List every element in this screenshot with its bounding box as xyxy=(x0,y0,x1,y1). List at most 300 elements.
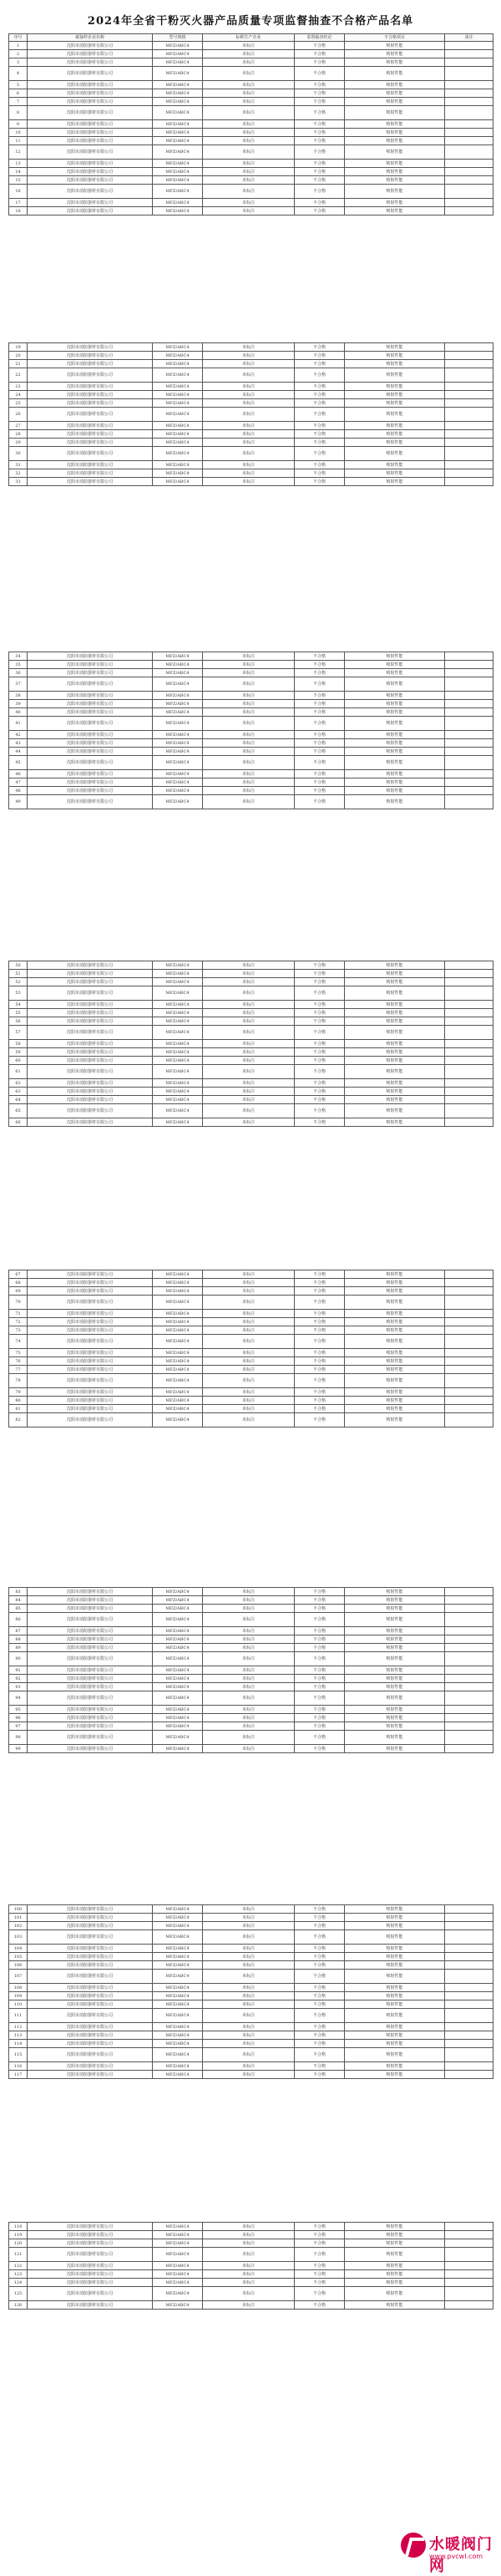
table-cell xyxy=(445,1627,493,1635)
table-cell: 喷射性能 xyxy=(345,1706,445,1714)
table-cell: MFZ/ABC4 xyxy=(153,970,203,978)
table-row xyxy=(9,2031,493,2040)
table-cell: 不合格 xyxy=(295,700,345,708)
table-cell: 未标注 xyxy=(203,408,295,422)
table-cell: 未标注 xyxy=(203,120,295,129)
table-row xyxy=(9,1691,493,1706)
table-cell: 喷射性能 xyxy=(345,1279,445,1287)
table-cell: 未标注 xyxy=(203,368,295,383)
table-cell: 喷射性能 xyxy=(345,1048,445,1057)
table-cell xyxy=(445,1905,493,1914)
table-cell xyxy=(445,478,493,486)
table-cell: 喷射性能 xyxy=(345,1287,445,1296)
table-cell: 沈阳市消防器材有限公司 xyxy=(28,700,153,708)
table-cell: MFZ/ABC4 xyxy=(153,207,203,216)
table-cell: 105 xyxy=(9,1953,28,1961)
table-cell: 不合格 xyxy=(295,1922,345,1930)
table-row xyxy=(9,368,493,383)
table-cell: 喷射性能 xyxy=(345,2223,445,2231)
table-cell: 沈阳市消防器材有限公司 xyxy=(28,1914,153,1922)
table-cell: 喷射性能 xyxy=(345,447,445,461)
table-cell xyxy=(445,447,493,461)
table-cell: 19 xyxy=(9,343,28,352)
table-cell: 不合格 xyxy=(295,2248,345,2262)
table-cell: 不合格 xyxy=(295,478,345,486)
table-page xyxy=(8,1587,493,1753)
table-cell: 111 xyxy=(9,2009,28,2023)
table-cell: 沈阳市消防器材有限公司 xyxy=(28,2040,153,2048)
table-cell: 未标注 xyxy=(203,731,295,739)
table-cell: 不合格 xyxy=(295,129,345,137)
table-cell: 喷射性能 xyxy=(345,2071,445,2079)
table-cell: 喷射性能 xyxy=(345,1040,445,1048)
table-cell: MFZ/ABC4 xyxy=(153,1349,203,1357)
table-cell: 喷射性能 xyxy=(345,383,445,391)
table-cell xyxy=(445,748,493,756)
table-cell xyxy=(445,2009,493,2023)
table-cell: 不合格 xyxy=(295,961,345,970)
table-cell: 73 xyxy=(9,1326,28,1335)
table-cell: 未标注 xyxy=(203,360,295,368)
table-cell: MFZ/ABC4 xyxy=(153,770,203,778)
table-cell: 沈阳市消防器材有限公司 xyxy=(28,199,153,207)
table-cell: 喷射性能 xyxy=(345,422,445,430)
page-title: 2024年全省干粉灭火器产品质量专项监督抽查不合格产品名单 xyxy=(87,15,414,28)
table-cell: 未标注 xyxy=(203,1914,295,1922)
table-cell: 未标注 xyxy=(203,1279,295,1287)
table-cell: 不合格 xyxy=(295,2040,345,2048)
table-cell: MFZ/ABC4 xyxy=(153,1613,203,1627)
table-cell: 沈阳市消防器材有限公司 xyxy=(28,98,153,106)
table-cell: 10 xyxy=(9,129,28,137)
table-cell: 沈阳市消防器材有限公司 xyxy=(28,1118,153,1127)
table-cell: 不合格 xyxy=(295,2062,345,2071)
table-row xyxy=(9,2287,493,2301)
table-cell: 不合格 xyxy=(295,1992,345,2000)
table-cell: 不合格 xyxy=(295,120,345,129)
table-row xyxy=(9,661,493,669)
table-cell: 不合格 xyxy=(295,677,345,692)
table-cell: 不合格 xyxy=(295,207,345,216)
table-cell xyxy=(445,986,493,1001)
table-cell: 121 xyxy=(9,2248,28,2262)
table-cell: 未标注 xyxy=(203,399,295,408)
table-cell xyxy=(445,137,493,145)
table-cell: 未标注 xyxy=(203,129,295,137)
table-cell: 不合格 xyxy=(295,1279,345,1287)
table-row xyxy=(9,1905,493,1914)
table-cell: 沈阳市消防器材有限公司 xyxy=(28,1714,153,1722)
table-cell: 不合格 xyxy=(295,1666,345,1675)
table-cell xyxy=(445,383,493,391)
table-row xyxy=(9,1635,493,1644)
table-cell: MFZ/ABC4 xyxy=(153,1357,203,1366)
table-cell: 沈阳市消防器材有限公司 xyxy=(28,1057,153,1065)
table-cell: MFZ/ABC4 xyxy=(153,1953,203,1961)
table-cell: 未标注 xyxy=(203,1905,295,1914)
table-cell: 喷射性能 xyxy=(345,1388,445,1397)
table-cell: 63 xyxy=(9,1088,28,1096)
table-cell: 1 xyxy=(9,42,28,50)
table-cell: 不合格 xyxy=(295,1079,345,1088)
table-header-cell: 型号规格 xyxy=(153,34,203,42)
table-cell: 沈阳市消防器材有限公司 xyxy=(28,2262,153,2270)
table-cell: MFZ/ABC4 xyxy=(153,391,203,399)
table-cell: MFZ/ABC4 xyxy=(153,1001,203,1009)
table-cell xyxy=(445,1001,493,1009)
table-cell: MFZ/ABC4 xyxy=(153,1104,203,1118)
table-row xyxy=(9,1296,493,1310)
table-cell: 未标注 xyxy=(203,1057,295,1065)
table-cell: MFZ/ABC4 xyxy=(153,1326,203,1335)
table-cell: 喷射性能 xyxy=(345,739,445,748)
table-row xyxy=(9,207,493,216)
table-cell: 未标注 xyxy=(203,1296,295,1310)
table-cell: 喷射性能 xyxy=(345,42,445,50)
table-row xyxy=(9,1104,493,1118)
table-row xyxy=(9,1017,493,1026)
table-cell: MFZ/ABC4 xyxy=(153,1627,203,1635)
table-cell: 沈阳市消防器材有限公司 xyxy=(28,652,153,661)
defects-table xyxy=(8,961,493,1127)
table-row xyxy=(9,1627,493,1635)
table-cell: MFZ/ABC4 xyxy=(153,469,203,478)
table-cell: 喷射性能 xyxy=(345,89,445,98)
table-cell: 83 xyxy=(9,1588,28,1596)
table-cell: MFZ/ABC4 xyxy=(153,1984,203,1992)
table-cell: 沈阳市消防器材有限公司 xyxy=(28,50,153,58)
table-cell xyxy=(445,2262,493,2270)
table-cell: 不合格 xyxy=(295,1017,345,1026)
table-cell: 未标注 xyxy=(203,1318,295,1326)
table-cell: 喷射性能 xyxy=(345,98,445,106)
table-cell: 喷射性能 xyxy=(345,1627,445,1635)
table-cell: 沈阳市消防器材有限公司 xyxy=(28,2062,153,2071)
table-cell: 未标注 xyxy=(203,1644,295,1652)
table-cell: MFZ/ABC4 xyxy=(153,1666,203,1675)
table-cell xyxy=(445,1605,493,1613)
table-cell xyxy=(445,739,493,748)
table-cell: MFZ/ABC4 xyxy=(153,2023,203,2031)
table-cell: 54 xyxy=(9,1001,28,1009)
table-cell: 不合格 xyxy=(295,2223,345,2231)
table-row xyxy=(9,42,493,50)
table-cell: 喷射性能 xyxy=(345,2000,445,2009)
table-cell: 沈阳市消防器材有限公司 xyxy=(28,2000,153,2009)
table-cell: 未标注 xyxy=(203,461,295,469)
table-cell: 不合格 xyxy=(295,652,345,661)
table-cell: 沈阳市消防器材有限公司 xyxy=(28,89,153,98)
table-cell: 不合格 xyxy=(295,391,345,399)
table-cell xyxy=(445,1652,493,1666)
table-row xyxy=(9,1026,493,1040)
table-cell: 85 xyxy=(9,1605,28,1613)
table-cell: 不合格 xyxy=(295,1644,345,1652)
table-cell: 不合格 xyxy=(295,168,345,176)
table-cell: 2 xyxy=(9,50,28,58)
table-cell: 未标注 xyxy=(203,1001,295,1009)
table-cell: MFZ/ABC4 xyxy=(153,2239,203,2248)
table-cell: 不合格 xyxy=(295,1613,345,1627)
table-cell: 未标注 xyxy=(203,1945,295,1953)
table-cell: 喷射性能 xyxy=(345,1588,445,1596)
table-cell xyxy=(445,1953,493,1961)
table-cell xyxy=(445,430,493,439)
table-cell: 不合格 xyxy=(295,160,345,168)
table-cell: MFZ/ABC4 xyxy=(153,700,203,708)
table-cell: MFZ/ABC4 xyxy=(153,168,203,176)
table-cell: 48 xyxy=(9,787,28,795)
table-row xyxy=(9,2062,493,2071)
table-row xyxy=(9,2023,493,2031)
table-cell: 89 xyxy=(9,1644,28,1652)
table-cell: 未标注 xyxy=(203,1635,295,1644)
table-cell: MFZ/ABC4 xyxy=(153,461,203,469)
table-cell: 沈阳市消防器材有限公司 xyxy=(28,1722,153,1731)
table-cell xyxy=(445,469,493,478)
table-cell: MFZ/ABC4 xyxy=(153,661,203,669)
table-cell: 82 xyxy=(9,1413,28,1427)
table-cell: 未标注 xyxy=(203,1731,295,1745)
table-cell: 喷射性能 xyxy=(345,168,445,176)
table-row xyxy=(9,145,493,160)
table-cell xyxy=(445,778,493,787)
table-cell: MFZ/ABC4 xyxy=(153,669,203,677)
table-cell: 未标注 xyxy=(203,2000,295,2009)
table-cell: 喷射性能 xyxy=(345,1905,445,1914)
table-cell: 87 xyxy=(9,1627,28,1635)
table-row xyxy=(9,1065,493,1079)
table-cell xyxy=(445,1691,493,1706)
table-row xyxy=(9,1413,493,1427)
table-cell: 不合格 xyxy=(295,439,345,447)
table-cell: 14 xyxy=(9,168,28,176)
table-cell: 喷射性能 xyxy=(345,1088,445,1096)
table-cell: 喷射性能 xyxy=(345,1366,445,1374)
table-cell: 沈阳市消防器材有限公司 xyxy=(28,970,153,978)
table-cell: 未标注 xyxy=(203,1683,295,1691)
table-cell xyxy=(445,160,493,168)
table-row xyxy=(9,731,493,739)
watermark-text: 水暖阀门网 xyxy=(429,2536,493,2575)
table-cell: 沈阳市消防器材有限公司 xyxy=(28,81,153,89)
table-row xyxy=(9,708,493,717)
table-cell xyxy=(445,669,493,677)
table-cell: 沈阳市消防器材有限公司 xyxy=(28,2248,153,2262)
table-row xyxy=(9,2301,493,2310)
table-cell: 喷射性能 xyxy=(345,708,445,717)
table-cell: 104 xyxy=(9,1945,28,1953)
table-cell: 未标注 xyxy=(203,1953,295,1961)
table-row xyxy=(9,185,493,199)
table-cell: 沈阳市消防器材有限公司 xyxy=(28,160,153,168)
table-cell: 不合格 xyxy=(295,1026,345,1040)
table-cell xyxy=(445,731,493,739)
table-cell: 93 xyxy=(9,1683,28,1691)
table-cell: 未标注 xyxy=(203,1040,295,1048)
table-cell: 未标注 xyxy=(203,447,295,461)
table-row xyxy=(9,2231,493,2239)
table-row xyxy=(9,461,493,469)
table-cell xyxy=(445,2279,493,2287)
table-cell: 108 xyxy=(9,1984,28,1992)
table-cell xyxy=(445,391,493,399)
table-cell: 沈阳市消防器材有限公司 xyxy=(28,461,153,469)
table-cell: 34 xyxy=(9,652,28,661)
table-cell: 喷射性能 xyxy=(345,1596,445,1605)
table-cell: 未标注 xyxy=(203,42,295,50)
table-cell: 不合格 xyxy=(295,1357,345,1366)
table-cell: 沈阳市消防器材有限公司 xyxy=(28,1635,153,1644)
table-cell: 107 xyxy=(9,1970,28,1984)
table-cell: 喷射性能 xyxy=(345,343,445,352)
table-cell: 喷射性能 xyxy=(345,1644,445,1652)
table-cell: 喷射性能 xyxy=(345,1984,445,1992)
table-cell: MFZ/ABC4 xyxy=(153,145,203,160)
table-cell: 沈阳市消防器材有限公司 xyxy=(28,1675,153,1683)
table-cell: 110 xyxy=(9,2000,28,2009)
table-cell: 喷射性能 xyxy=(345,1722,445,1731)
table-cell: 不合格 xyxy=(295,1088,345,1096)
table-cell: 喷射性能 xyxy=(345,207,445,216)
table-cell: 喷射性能 xyxy=(345,1970,445,1984)
table-cell xyxy=(445,422,493,430)
table-cell: 沈阳市消防器材有限公司 xyxy=(28,2031,153,2040)
table-cell: 喷射性能 xyxy=(345,1922,445,1930)
table-cell: 喷射性能 xyxy=(345,748,445,756)
table-cell: 沈阳市消防器材有限公司 xyxy=(28,1970,153,1984)
table-cell: 79 xyxy=(9,1388,28,1397)
table-row xyxy=(9,717,493,731)
table-cell xyxy=(445,787,493,795)
table-cell: 未标注 xyxy=(203,430,295,439)
table-cell: 不合格 xyxy=(295,1040,345,1048)
table-cell: 122 xyxy=(9,2262,28,2270)
table-cell: 沈阳市消防器材有限公司 xyxy=(28,692,153,700)
table-cell: 沈阳市消防器材有限公司 xyxy=(28,1065,153,1079)
table-cell: 不合格 xyxy=(295,1945,345,1953)
table-cell xyxy=(445,1666,493,1675)
defects-table xyxy=(8,1904,493,2079)
table-cell: 不合格 xyxy=(295,2031,345,2040)
table-cell: 未标注 xyxy=(203,986,295,1001)
table-row xyxy=(9,2009,493,2023)
table-header-cell: 被抽样企业名称 xyxy=(28,34,153,42)
table-cell: 未标注 xyxy=(203,795,295,809)
table-cell: 未标注 xyxy=(203,1627,295,1635)
table-cell: 沈阳市消防器材有限公司 xyxy=(28,739,153,748)
table-row xyxy=(9,447,493,461)
table-row xyxy=(9,430,493,439)
table-cell: 未标注 xyxy=(203,2270,295,2279)
table-cell: 76 xyxy=(9,1357,28,1366)
table-row xyxy=(9,748,493,756)
table-cell: 喷射性能 xyxy=(345,961,445,970)
table-row xyxy=(9,50,493,58)
table-cell: MFZ/ABC4 xyxy=(153,2009,203,2023)
table-cell: 11 xyxy=(9,137,28,145)
table-cell: 沈阳市消防器材有限公司 xyxy=(28,383,153,391)
table-row xyxy=(9,81,493,89)
table-cell: 喷射性能 xyxy=(345,1026,445,1040)
table-cell: 未标注 xyxy=(203,391,295,399)
table-cell xyxy=(445,42,493,50)
table-cell xyxy=(445,106,493,120)
table-row xyxy=(9,168,493,176)
table-header-cell: 序号 xyxy=(9,34,28,42)
table-cell: 未标注 xyxy=(203,787,295,795)
table-cell: 不合格 xyxy=(295,1596,345,1605)
table-cell: 沈阳市消防器材有限公司 xyxy=(28,1588,153,1596)
table-cell: 不合格 xyxy=(295,770,345,778)
table-cell: 不合格 xyxy=(295,2048,345,2062)
table-row xyxy=(9,795,493,809)
table-cell: 123 xyxy=(9,2270,28,2279)
table-cell: 不合格 xyxy=(295,185,345,199)
table-cell xyxy=(445,1397,493,1405)
table-page xyxy=(8,1270,493,1427)
table-cell: MFZ/ABC4 xyxy=(153,368,203,383)
table-cell: 喷射性能 xyxy=(345,1270,445,1279)
table-cell: 沈阳市消防器材有限公司 xyxy=(28,2009,153,2023)
table-cell xyxy=(445,1405,493,1413)
table-row xyxy=(9,1326,493,1335)
table-row xyxy=(9,1984,493,1992)
table-cell: 沈阳市消防器材有限公司 xyxy=(28,961,153,970)
table-cell: 沈阳市消防器材有限公司 xyxy=(28,408,153,422)
table-cell: 不合格 xyxy=(295,1001,345,1009)
table-cell: MFZ/ABC4 xyxy=(153,137,203,145)
table-cell: 125 xyxy=(9,2287,28,2301)
table-cell: 52 xyxy=(9,978,28,986)
table-cell: 未标注 xyxy=(203,478,295,486)
table-cell xyxy=(445,2287,493,2301)
table-row xyxy=(9,1588,493,1596)
table-cell: 不合格 xyxy=(295,469,345,478)
table-cell: 不合格 xyxy=(295,1683,345,1691)
table-cell: 沈阳市消防器材有限公司 xyxy=(28,1683,153,1691)
table-cell: MFZ/ABC4 xyxy=(153,343,203,352)
table-cell xyxy=(445,439,493,447)
table-cell: 沈阳市消防器材有限公司 xyxy=(28,120,153,129)
table-cell xyxy=(445,1065,493,1079)
table-row xyxy=(9,2248,493,2262)
table-cell: 36 xyxy=(9,669,28,677)
table-cell xyxy=(445,1118,493,1127)
table-cell: 沈阳市消防器材有限公司 xyxy=(28,731,153,739)
table-cell: 46 xyxy=(9,770,28,778)
table-cell: 未标注 xyxy=(203,1675,295,1683)
table-row xyxy=(9,1714,493,1722)
table-cell: MFZ/ABC4 xyxy=(153,430,203,439)
table-cell: 沈阳市消防器材有限公司 xyxy=(28,1984,153,1992)
table-cell xyxy=(445,1992,493,2000)
table-row xyxy=(9,360,493,368)
table-cell: 47 xyxy=(9,778,28,787)
table-cell xyxy=(445,1318,493,1326)
table-cell: 3 xyxy=(9,58,28,67)
table-row xyxy=(9,1914,493,1922)
table-row xyxy=(9,1644,493,1652)
table-cell: 喷射性能 xyxy=(345,652,445,661)
table-cell: 31 xyxy=(9,461,28,469)
table-cell xyxy=(445,185,493,199)
table-cell: 沈阳市消防器材有限公司 xyxy=(28,42,153,50)
table-cell: 不合格 xyxy=(295,2262,345,2270)
table-cell: 未标注 xyxy=(203,978,295,986)
table-cell xyxy=(445,50,493,58)
table-cell: 喷射性能 xyxy=(345,176,445,185)
